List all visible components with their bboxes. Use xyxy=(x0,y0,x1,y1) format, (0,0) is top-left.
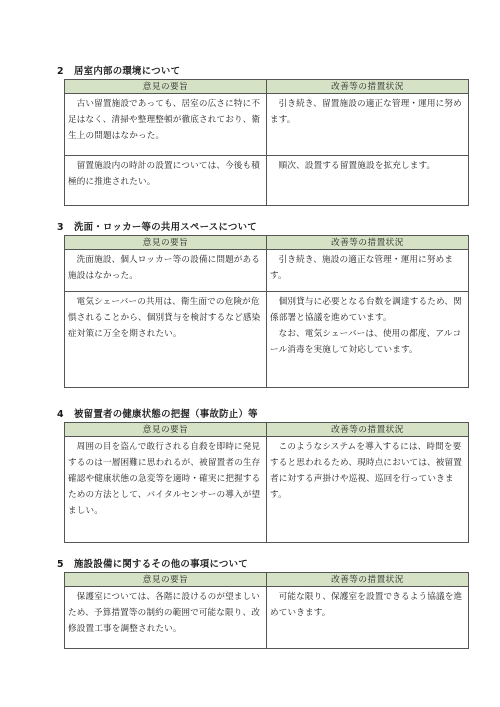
response-text: 順次、設置する留置施設を拡充します。 xyxy=(278,161,436,171)
header-response: 改善等の措置状況 xyxy=(267,573,469,587)
opinion-cell xyxy=(65,156,267,206)
response-cell xyxy=(267,156,469,206)
section-number: 2 xyxy=(57,66,64,77)
opinion-text: 電気シェーバーの共用は、衛生面での危険が危惧されることから、個別貸与を検討するなど感染症対策に万全を期されたい。 xyxy=(68,297,261,339)
opinion-cell xyxy=(65,292,267,388)
section-title xyxy=(57,222,257,234)
table-row xyxy=(65,94,469,156)
response-text: このようなシステムを導入するには、時間を要すると思われるため、現時点においては、被留置者に対する声掛けや巡視、巡回を行っていきます。 xyxy=(270,442,463,500)
section-heading: 被留置者の健康状態の把握（事故防止）等 xyxy=(74,409,258,420)
table-row xyxy=(65,156,469,206)
table-row xyxy=(65,250,469,292)
response-text: 可能な限り、保護室を設置できるよう協議を進めていきます。 xyxy=(270,592,463,618)
section-number: 5 xyxy=(57,559,64,570)
response-cell xyxy=(267,250,469,292)
header-response: 改善等の措置状況 xyxy=(267,236,469,250)
header-opinion: 意見の要旨 xyxy=(65,423,267,437)
table-row xyxy=(65,587,469,649)
opinion-table xyxy=(64,572,469,649)
opinion-text: 古い留置施設であっても、居室の広さに特に不足はなく、清掃や整理整頓が徹底されており、衛生上の問題はなかった。 xyxy=(68,99,261,141)
response-cell xyxy=(267,292,469,388)
response-text: 個別貸与に必要となる台数を調達するため、関係部署と協議を進めています。 xyxy=(270,297,462,323)
response-cell xyxy=(267,587,469,649)
response-text: 引き続き、留置施設の適正な管理・運用に努めます。 xyxy=(270,99,462,125)
section-title xyxy=(57,66,180,78)
opinion-text: 周囲の目を盗んで敢行される自殺を即時に発見するのは一層困難に思われるが、被留置者の生存確認や健康状態の急変等を適時・確実に把握するための方法として、バイタルセンサーの導入が望ましい。 xyxy=(68,442,261,516)
section-title xyxy=(57,559,248,571)
opinion-cell xyxy=(65,437,267,543)
opinion-cell xyxy=(65,250,267,292)
section-heading: 洗面・ロッカー等の共用スペースについて xyxy=(74,222,257,233)
response-text: 引き続き、施設の適正な管理・運用に努めます。 xyxy=(270,255,454,281)
header-opinion: 意見の要旨 xyxy=(65,236,267,250)
header-opinion: 意見の要旨 xyxy=(65,573,267,587)
section-number: 3 xyxy=(57,222,64,233)
opinion-table xyxy=(64,79,469,206)
opinion-table xyxy=(64,235,469,388)
section-heading: 居室内部の環境について xyxy=(74,66,181,77)
opinion-text: 保護室については、各階に設けるのが望ましいため、予算措置等の制約の範囲で可能な限り、改修設置工事を調整されたい。 xyxy=(68,592,261,634)
response-cell xyxy=(267,94,469,156)
opinion-text: 留置施設内の時計の設置については、今後も積極的に推進されたい。 xyxy=(68,161,261,187)
opinion-cell xyxy=(65,587,267,649)
header-response: 改善等の措置状況 xyxy=(267,80,469,94)
header-opinion: 意見の要旨 xyxy=(65,80,267,94)
opinion-cell xyxy=(65,94,267,156)
section-heading: 施設設備に関するその他の事項について xyxy=(74,559,248,570)
section-number: 4 xyxy=(57,409,64,420)
response-text: なお、電気シェーバーは、使用の都度、アルコール消毒を実施して対応しています。 xyxy=(270,329,462,355)
opinion-table xyxy=(64,422,469,543)
response-cell xyxy=(267,437,469,543)
section-title xyxy=(57,409,258,421)
header-response: 改善等の措置状況 xyxy=(267,423,469,437)
opinion-text: 洗面施設、個人ロッカー等の設備に問題がある施設はなかった。 xyxy=(68,255,261,281)
table-row xyxy=(65,292,469,388)
table-row xyxy=(65,437,469,543)
